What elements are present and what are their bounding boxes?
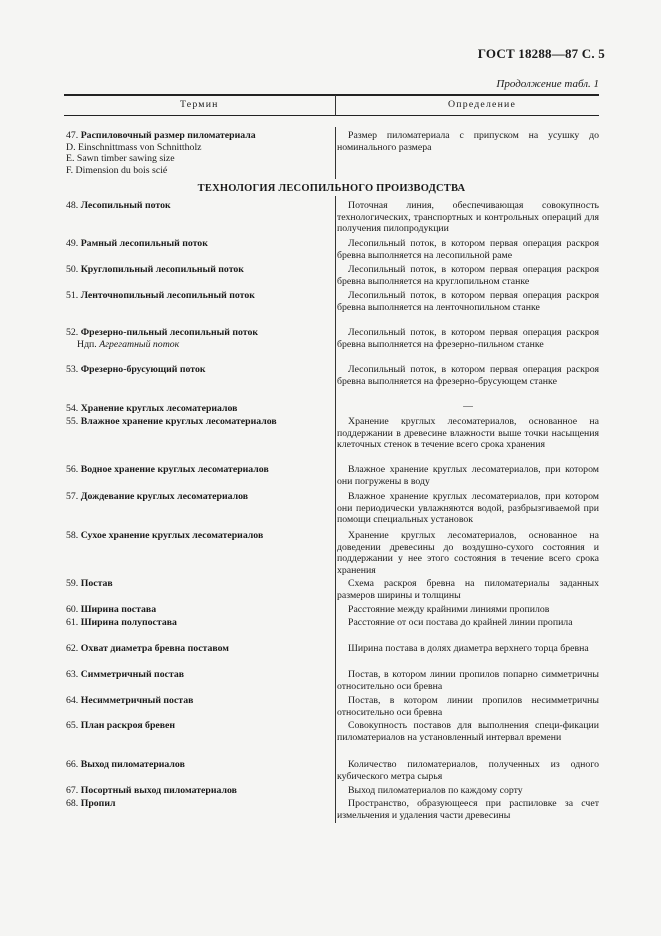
definition-53: Лесопильный поток, в котором первая операция раскроя бревна выполняется на фрезерно-брусующем станке <box>337 364 599 387</box>
definition-57: Влажное хранение круглых лесоматериалов, при котором они периодически увлажняются водой, разбрызгиваемой при помощи специальных установок <box>337 491 599 525</box>
term-63: 63. Симметричный постав <box>66 669 185 680</box>
definition-49: Лесопильный поток, в котором первая операция раскроя бревна выполняется на лесопильной раме <box>337 238 599 261</box>
term-50: 50. Круглопильный лесопильный поток <box>66 264 244 275</box>
column-divider-header <box>335 95 336 116</box>
definition-66: Количество пиломатериалов, полученных из одного кубического метра сырья <box>337 759 599 782</box>
definition-47: Размер пиломатериала с припуском на усушку до номинального размера <box>337 130 599 153</box>
definition-58: Хранение круглых лесоматериалов, основанное на доведении древесины до воздушно-сухого состояния и поддержании у нее этого состояния в течение всего срока хранения <box>337 530 599 576</box>
term-57: 57. Дождевание круглых лесоматериалов <box>66 491 249 502</box>
definition-59: Схема раскроя бревна на пиломатериалы заданных размеров ширины и толщины <box>337 578 599 601</box>
term-59: 59. Постав <box>66 578 113 589</box>
term-56: 56. Водное хранение круглых лесоматериалов <box>66 464 269 475</box>
column-divider <box>335 127 336 179</box>
term-64: 64. Несимметричный постав <box>66 695 194 706</box>
definition-62: Ширина постава в долях диаметра верхнего торца бревна <box>348 643 589 654</box>
foreign-term-fr: F. Dimension du bois scié <box>66 164 168 176</box>
definition-64: Постав, в котором линии пропилов несимметричны относительно оси бревна <box>337 695 599 718</box>
definition-55: Хранение круглых лесоматериалов, основанное на поддержании в древесине влажности выше точки насыщения клеточных стенок в течение всего срока хранения <box>337 416 599 450</box>
column-header-term: Термин <box>180 99 219 110</box>
section-heading: ТЕХНОЛОГИЯ ЛЕСОПИЛЬНОГО ПРОИЗВОДСТВА <box>197 183 466 194</box>
definition-65: Совокупность поставов для выполнения специ-фикации пиломатериалов на установленный интервал времени <box>337 720 599 743</box>
foreign-term-en: E. Sawn timber sawing size <box>66 153 175 164</box>
term-54: 54. Хранение круглых лесоматериалов <box>66 403 238 414</box>
term-51: 51. Ленточнопильный лесопильный поток <box>66 290 255 301</box>
definition-51: Лесопильный поток, в котором первая операция раскроя бревна выполняется на ленточнопильном станке <box>337 290 599 313</box>
term-66: 66. Выход пиломатериалов <box>66 759 185 770</box>
term-61: 61. Ширина полупостава <box>66 617 177 628</box>
definition-52: Лесопильный поток, в котором первая операция раскроя бревна выполняется на фрезерно-пильном станке <box>337 327 599 350</box>
term-55: 55. Влажное хранение круглых лесоматериалов <box>66 416 277 427</box>
definition-67: Выход пиломатериалов по каждому сорту <box>348 785 523 796</box>
column-divider <box>335 196 336 823</box>
table-header-rule <box>64 115 599 116</box>
definition-63: Постав, в котором линии пропилов попарно симметричны относительно оси бревна <box>337 669 599 692</box>
definition-60: Расстояние между крайними линиями пропилов <box>348 604 550 615</box>
term-65: 65. План раскроя бревен <box>66 720 176 731</box>
page-header: ГОСТ 18288—87 С. 5 <box>477 46 605 61</box>
definition-61: Расстояние от оси постава до крайней линии пропила <box>348 617 573 628</box>
term-47: 47. Распиловочный размер пиломатериала D. Einschnittmass von Schnittholz E. Sawn timber sawing size F. Dimension du bois scié <box>66 130 328 176</box>
nonrecommended-term: Ндп. Агрегатный поток <box>77 338 180 350</box>
definition-50: Лесопильный поток, в котором первая операция раскроя бревна выполняется на круглопильном станке <box>337 264 599 287</box>
term-68: 68. Пропил <box>66 798 116 809</box>
term-62: 62. Охват диаметра бревна поставом <box>66 643 229 654</box>
table-top-rule <box>64 94 599 96</box>
column-header-definition: Определение <box>448 99 517 110</box>
term-67: 67. Посортный выход пиломатериалов <box>66 785 237 796</box>
term-60: 60. Ширина постава <box>66 604 157 615</box>
definition-48: Поточная линия, обеспечивающая совокупность технологических, транспортных и контрольных операций для получения пилопродукции <box>337 200 599 234</box>
table-continuation-note: Продолжение табл. 1 <box>496 78 599 90</box>
term-52: 52. Фрезерно-пильный лесопильный поток Ндп. Агрегатный поток <box>66 327 328 350</box>
term-53: 53. Фрезерно-брусующий поток <box>66 364 206 375</box>
term-58: 58. Сухое хранение круглых лесоматериалов <box>66 530 264 541</box>
definition-54: — <box>463 401 473 412</box>
foreign-term-de: D. Einschnittmass von Schnittholz <box>66 141 202 153</box>
definition-68: Пространство, образующееся при распиловке за счет измельчения и удаления части древесины <box>337 798 599 821</box>
term-48: 48. Лесопильный поток <box>66 200 171 211</box>
term-49: 49. Рамный лесопильный поток <box>66 238 208 249</box>
definition-56: Влажное хранение круглых лесоматериалов, при котором они погружены в воду <box>337 464 599 487</box>
